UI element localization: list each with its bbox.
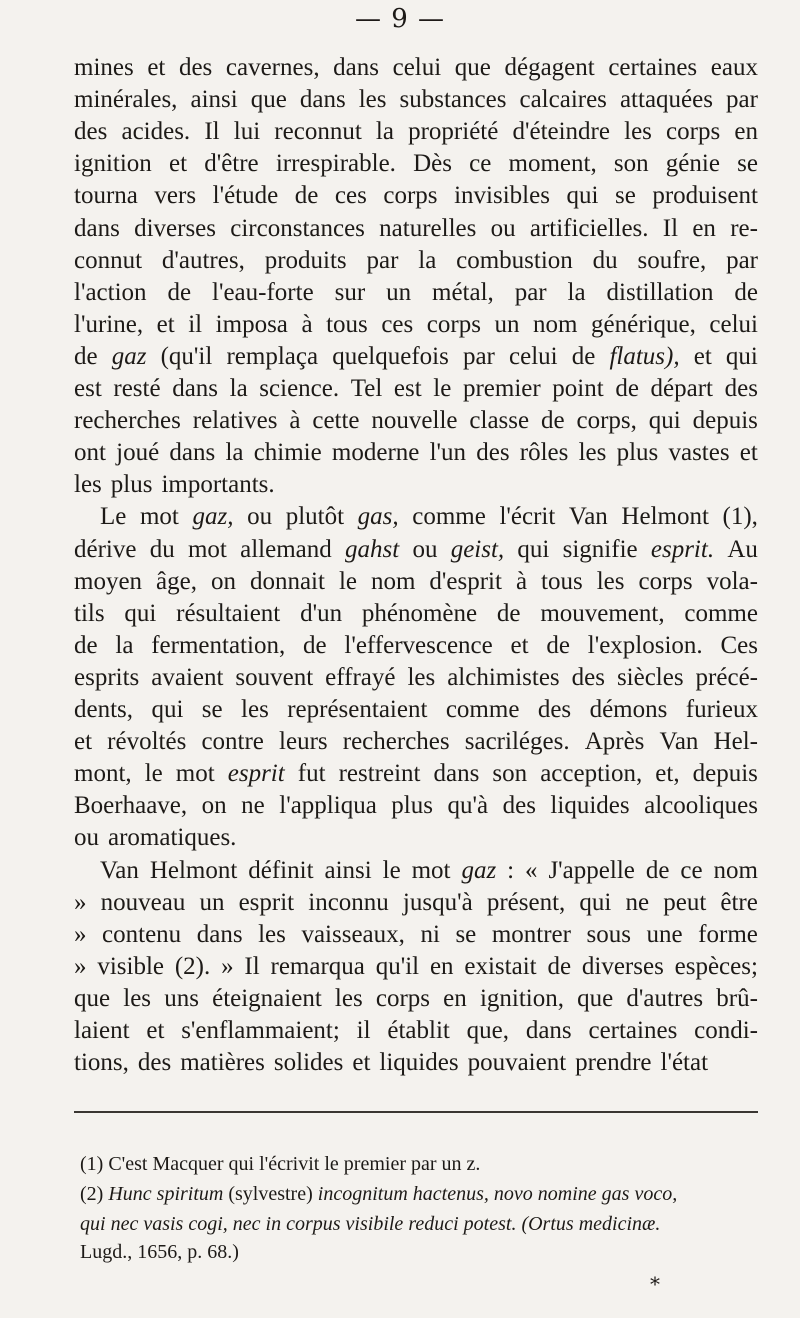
text-line: que les uns éteignaient les corps en ignition, que d'autres brû- [74,984,758,1012]
text-line: moyen âge, on donnait le nom d'esprit à tous les corps vola- [74,567,758,595]
text-line: de la fermentation, de l'effervescence et de l'explosion. Ces [74,631,758,659]
text-line: » contenu dans les vaisseaux, ni se montrer sous une forme [74,920,758,948]
text-line: Le mot gaz, ou plutôt gas, comme l'écrit Van Helmont (1), [100,503,758,531]
text-line: l'urine, et il imposa à tous ces corps un nom générique, celui [74,310,758,338]
text-line: recherches relatives à cette nouvelle classe de corps, qui depuis [74,407,758,435]
text-line: l'action de l'eau-forte sur un métal, par la distillation de [74,278,758,306]
text-line: dents, qui se les représentaient comme des démons furieux [74,696,758,723]
text-line: Van Helmont définit ainsi le mot gaz : « J'appelle de ce nom [100,856,758,884]
text-line: ignition et d'être irrespirable. Dès ce moment, son génie se [74,150,758,178]
text-line: tourna vers l'étude de ces corps invisibles qui se produisent [74,182,758,210]
text-line: laient et s'enflammaient; il établit que, dans certaines condi- [74,1017,758,1044]
footnote-divider [74,1111,758,1113]
text-line: connut d'autres, produits par la combustion du soufre, par [74,246,758,274]
text-line: Boerhaave, on ne l'appliqua plus qu'à des liquides alcooliques [74,792,758,820]
text-line: ou aromatiques. [74,824,237,852]
printer-mark: * [650,1272,660,1296]
text-line: minérales, ainsi que dans les substances calcaires attaquées par [74,86,758,114]
text-line: dans diverses circonstances naturelles ou artificielles. Il en re- [74,214,758,242]
text-line: esprits avaient souvent effrayé les alchimistes des siècles précé- [74,663,758,691]
footnote-line: qui nec vasis cogi, nec in corpus visibile reduci potest. (Ortus medicinæ. [80,1213,661,1235]
text-line: les plus importants. [74,471,275,499]
text-line: tils qui résultaient d'un phénomène de mouvement, comme [74,599,758,627]
text-line: est resté dans la science. Tel est le premier point de départ des [74,375,758,402]
text-line: des acides. Il lui reconnut la propriété d'éteindre les corps en [74,118,758,146]
text-line: de gaz (qu'il remplaça quelquefois par celui de flatus), et qui [74,342,758,370]
footnote-line: (1) C'est Macquer qui l'écrivit le premier par un z. [80,1153,481,1175]
text-line: ont joué dans la chimie moderne l'un des rôles les plus vastes et [74,439,758,467]
text-line: » nouveau un esprit inconnu jusqu'à présent, qui ne peut être [74,888,758,916]
text-line: » visible (2). » Il remarqua qu'il en existait de diverses espèces; [74,952,758,980]
text-line: et révoltés contre leurs recherches sacriléges. Après Van Hel- [74,728,758,756]
footnote-line: Lugd., 1656, p. 68.) [80,1241,239,1263]
text-line: mont, le mot esprit fut restreint dans son acception, et, depuis [74,760,758,788]
text-line: dérive du mot allemand gahst ou geist, qui signifie esprit. Au [74,535,758,563]
text-line: tions, des matières solides et liquides pouvaient prendre l'état [74,1049,709,1077]
text-line: mines et des cavernes, dans celui que dégagent certaines eaux [74,54,758,81]
page-number: — 9 — [354,4,446,34]
footnote-line: (2) Hunc spiritum (sylvestre) incognitum hactenus, novo nomine gas voco, [80,1183,678,1205]
